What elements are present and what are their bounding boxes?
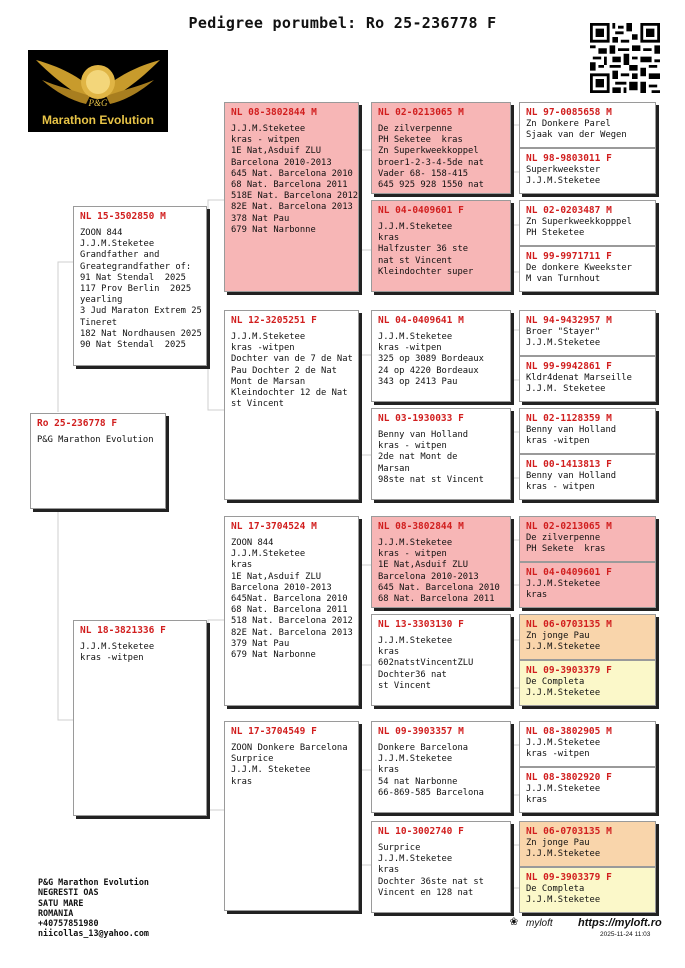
ring-number: NL 09-3903379 F (526, 872, 612, 883)
pigeon-info: Zn jonge Pau J.J.M.Steketee (526, 631, 601, 653)
pigeon-info: ZOON Donkere Barcelona Surprice J.J.M. Steketee kras (231, 743, 348, 787)
pigeon-info: Zn Donkere Parel Sjaak van der Wegen (526, 119, 627, 141)
pigeon-info: ZOON 844 J.J.M.Steketee kras 1E Nat,Asduif ZLU Barcelona 2010-2013 645Nat. Barcelona 2010 68 Nat. Barcelona 2011 518 Nat. Barcelona 2012 82E Nat. Barcelona 2013 379 Nat Pau 679 Nat Narbonne (231, 538, 353, 661)
ring-number: NL 09-3903357 M (378, 726, 464, 737)
pigeon-info: Benny van Holland kras -witpen (526, 425, 617, 447)
pigeon-card-sss[interactable] (371, 102, 511, 194)
owner-contact: P&G Marathon Evolution NEGRESTI OAS SATU MARE ROMANIA +40757851980 niicollas_13@yahoo.com (38, 877, 149, 939)
pigeon-card-g13[interactable] (519, 721, 656, 767)
brand-name: myloft (526, 918, 553, 929)
pigeon-info: ZOON 844 J.J.M.Steketee Grandfather and Greategrandfather of: 91 Nat Stendal 2025 117 Prov Berlin 2025 yearling 3 Jud Maraton Extrem 25 Tineret 182 Nat Nordhausen 2025 90 Nat Stendal 2025 (80, 228, 202, 351)
ring-number: NL 09-3903379 F (526, 665, 612, 676)
pigeon-card-g4[interactable] (519, 246, 656, 292)
pigeon-card-sire[interactable] (73, 206, 207, 366)
ring-number: NL 02-0203487 M (526, 205, 612, 216)
pigeon-card-g12[interactable] (519, 660, 656, 706)
pigeon-card-sds[interactable] (371, 310, 511, 402)
pigeon-info: Benny van Holland kras - witpen (526, 471, 617, 493)
ring-number: NL 97-0085658 M (526, 107, 612, 118)
pigeon-card-g11[interactable] (519, 614, 656, 660)
pigeon-info: J.J.M.Steketee kras (526, 784, 601, 806)
pigeon-card-dsd[interactable] (371, 614, 511, 706)
ring-number: NL 15-3502850 M (80, 211, 166, 222)
pigeon-info: J.J.M.Steketee kras - witpen 1E Nat,Asduif ZLU Barcelona 2010-2013 645 Nat. Barcelona 2010 68 Nat. Barcelona 2011 518E Nat. Barcelona 2012 82E Nat. Barcelona 2013 378 Nat Pau 679 Nat Narbonne (231, 124, 359, 235)
pigeon-info: J.J.M.Steketee kras -witpen 325 op 3089 Bordeaux 24 op 4220 Bordeaux 343 op 2413 Pau (378, 332, 484, 387)
ring-number: NL 99-9971711 F (526, 251, 612, 262)
pigeon-info: Superkweekster J.J.M.Steketee (526, 165, 601, 187)
pigeon-info: De Completa J.J.M.Steketee (526, 884, 601, 906)
ring-number: NL 99-9942861 F (526, 361, 612, 372)
pigeon-info: Broer "Stayer" J.J.M.Steketee (526, 327, 601, 349)
pigeon-card-g1[interactable] (519, 102, 656, 148)
ring-number: NL 02-1128359 M (526, 413, 612, 424)
ring-number: NL 13-3303130 F (378, 619, 464, 630)
pigeon-info: De zilverpenne PH Seketee kras Zn Superkweekkoppel broer1-2-3-4-5de nat Vader 68- 158-415 645 925 928 1550 nat (378, 124, 484, 191)
pigeon-card-subject[interactable] (30, 413, 166, 509)
ring-number: NL 12-3205251 F (231, 315, 317, 326)
pigeon-info: De donkere Kweekster M van Turnhout (526, 263, 632, 285)
pigeon-info: P&G Marathon Evolution (37, 435, 154, 445)
pigeon-card-dam-dam[interactable] (224, 721, 359, 911)
pigeon-info: J.J.M.Steketee kras -witpen Dochter van de 7 de Nat Pau Dochter 2 de Nat Mont de Marsan Kleindochter 12 de Nat st Vincent (231, 332, 353, 410)
pigeon-card-g8[interactable] (519, 454, 656, 500)
pigeon-card-g5[interactable] (519, 310, 656, 356)
print-date: 2025-11-24 11:03 (600, 931, 651, 938)
pigeon-info: J.J.M.Steketee kras -witpen (80, 642, 155, 664)
ring-number: NL 04-0409601 F (378, 205, 464, 216)
pigeon-card-g6[interactable] (519, 356, 656, 402)
pigeon-info: J.J.M.Steketee kras -witpen (526, 738, 601, 760)
myloft-logo-icon: ❀ (510, 914, 518, 929)
ring-number: NL 18-3821336 F (80, 625, 166, 636)
logo-name: Marathon Evolution (42, 113, 154, 127)
pigeon-card-g3[interactable] (519, 200, 656, 246)
ring-number: NL 04-0409641 M (378, 315, 464, 326)
pigeon-card-ssd[interactable] (371, 200, 511, 292)
pigeon-card-g16[interactable] (519, 867, 656, 913)
ring-number: NL 94-9432957 M (526, 315, 612, 326)
pigeon-card-g9[interactable] (519, 516, 656, 562)
pigeon-info: Zn jonge Pau J.J.M.Steketee (526, 838, 601, 860)
pigeon-card-dam[interactable] (73, 620, 207, 816)
ring-number: NL 06-0703135 M (526, 826, 612, 837)
pigeon-card-sire-sire[interactable] (224, 102, 359, 292)
ring-number: NL 03-1930033 F (378, 413, 464, 424)
ring-number: NL 08-3802905 M (526, 726, 612, 737)
pigeon-card-ddd[interactable] (371, 821, 511, 913)
pigeon-info: Surprice J.J.M.Steketee kras Dochter 36ste nat st Vincent en 128 nat (378, 843, 484, 898)
pigeon-card-g15[interactable] (519, 821, 656, 867)
pigeon-card-dam-sire[interactable] (224, 516, 359, 706)
pigeon-info: J.J.M.Steketee kras Halfzuster 36 ste nat st Vincent Kleindochter super (378, 222, 474, 277)
pigeon-card-sire-dam[interactable] (224, 310, 359, 500)
ring-number: NL 08-3802844 M (378, 521, 464, 532)
logo-initials: P&G (88, 98, 108, 108)
ring-number: NL 17-3704524 M (231, 521, 317, 532)
ring-number: NL 04-0409601 F (526, 567, 612, 578)
pigeon-info: Donkere Barcelona J.J.M.Steketee kras 54 nat Narbonne 66-869-585 Barcelona (378, 743, 484, 798)
pigeon-card-sdd[interactable] (371, 408, 511, 500)
pigeon-card-g2[interactable] (519, 148, 656, 194)
pigeon-info: J.J.M.Steketee kras 602natstVincentZLU Dochter36 nat st Vincent (378, 636, 474, 691)
pigeon-info: Benny van Holland kras - witpen 2de nat Mont de Marsan 98ste nat st Vincent (378, 430, 484, 485)
ring-number: NL 17-3704549 F (231, 726, 317, 737)
pigeon-info: Zn Superkweekkopppel PH Steketee (526, 217, 632, 239)
pigeon-info: J.J.M.Steketee kras - witpen 1E Nat,Asduif ZLU Barcelona 2010-2013 645 Nat. Barcelona 2010 68 Nat. Barcelona 2011 (378, 538, 500, 605)
ring-number: NL 00-1413813 F (526, 459, 612, 470)
ring-number: NL 02-0213065 M (526, 521, 612, 532)
ring-number: NL 98-9803011 F (526, 153, 612, 164)
pigeon-card-g7[interactable] (519, 408, 656, 454)
ring-number: NL 06-0703135 M (526, 619, 612, 630)
pigeon-info: Kldr4denat Marseille J.J.M. Steketee (526, 373, 632, 395)
pigeon-card-dss[interactable] (371, 516, 511, 608)
ring-number: NL 08-3802844 M (231, 107, 317, 118)
pigeon-card-dds[interactable] (371, 721, 511, 813)
pigeon-info: J.J.M.Steketee kras (526, 579, 601, 601)
ring-number: NL 08-3802920 F (526, 772, 612, 783)
pigeon-card-g10[interactable] (519, 562, 656, 608)
ring-number: NL 02-0213065 M (378, 107, 464, 118)
pigeon-card-g14[interactable] (519, 767, 656, 813)
pigeon-info: De Completa J.J.M.Steketee (526, 677, 601, 699)
ring-number: Ro 25-236778 F (37, 418, 118, 429)
website-link[interactable]: https://myloft.ro (578, 917, 662, 929)
pigeon-info: De zilverpenne PH Sekete kras (526, 533, 606, 555)
ring-number: NL 10-3002740 F (378, 826, 464, 837)
page-title: Pedigree porumbel: Ro 25-236778 F (188, 14, 497, 32)
